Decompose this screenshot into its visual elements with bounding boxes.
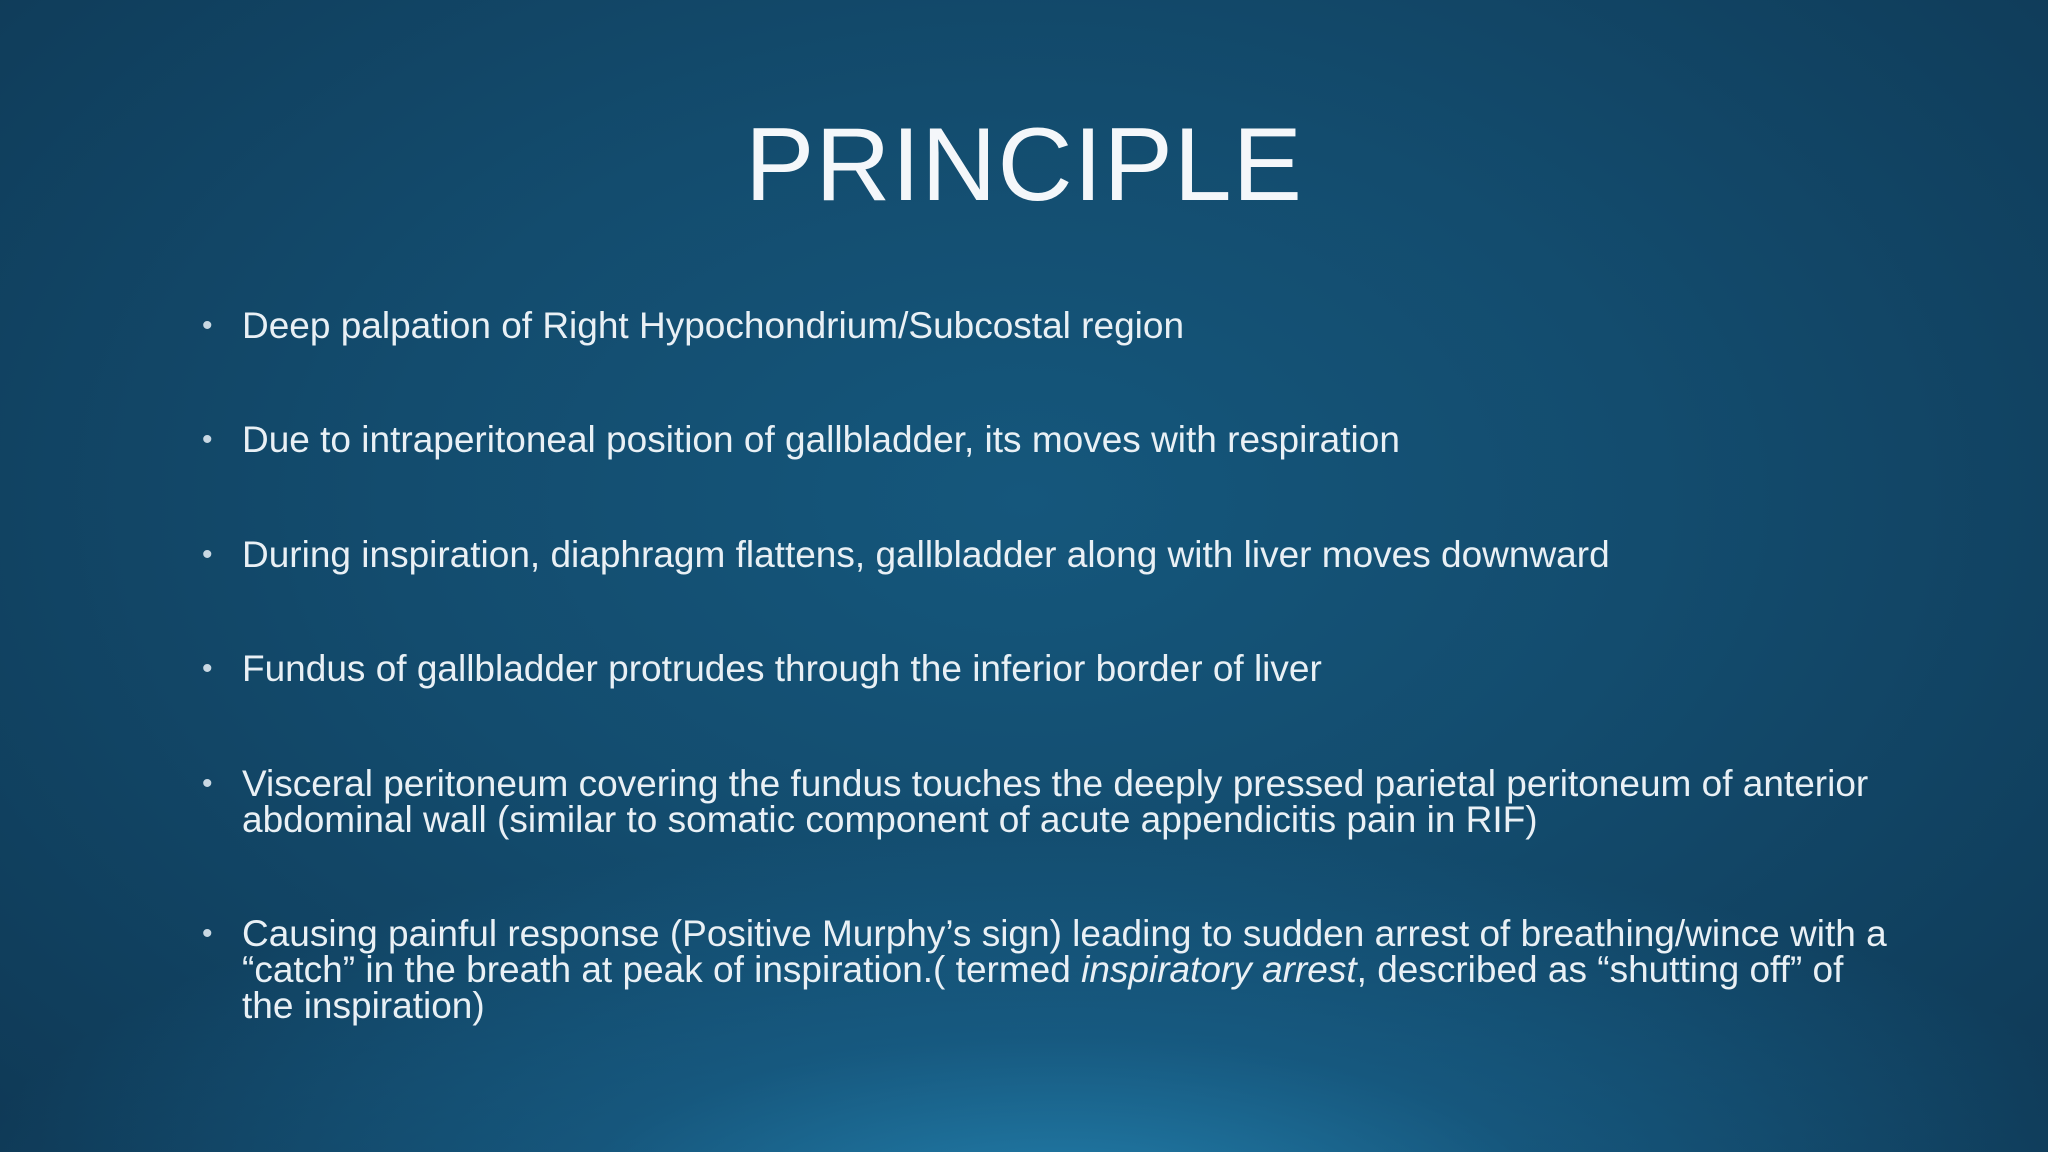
bullet-text: Visceral peritoneum covering the fundus touches the deeply pressed parietal peritoneum of anterior abdominal wall (similar to somatic component of acute appendicitis pain in RIF) [242,763,1869,840]
bullet-text: Deep palpation of Right Hypochondrium/Subcostal region [242,305,1185,346]
bullet-text [242,913,1887,1026]
bullet-text: Fundus of gallbladder protrudes through the inferior border of liver [242,648,1322,689]
bullet-text-part: , described as “shutting off” of the inspiration) [242,949,1844,1026]
bullet-text: During inspiration, diaphragm flattens, gallbladder along with liver moves downward [242,534,1610,575]
bullet-icon: • [202,917,213,950]
bullet-item [202,913,1902,1026]
bullet-item [202,534,1902,575]
bullet-text: Due to intraperitoneal position of gallbladder, its moves with respiration [242,419,1400,460]
bullet-item [202,305,1902,346]
bullet-item [202,763,1902,840]
bullet-item [202,419,1902,460]
bullet-icon: • [202,309,213,342]
slide-title: PRINCIPLE [744,107,1304,223]
bullet-icon: • [202,652,213,685]
bullet-icon: • [202,767,213,800]
bullet-item [202,648,1902,689]
bullet-text-part: Causing painful response (Positive Murphy’s sign) leading to sudden arrest of breathing/wince with a “catch” in the breath at peak of inspiration.( termed [242,913,1887,990]
bullet-text-italic: inspiratory arrest [1081,949,1357,990]
bullet-icon: • [202,423,213,456]
bullet-icon: • [202,538,213,571]
